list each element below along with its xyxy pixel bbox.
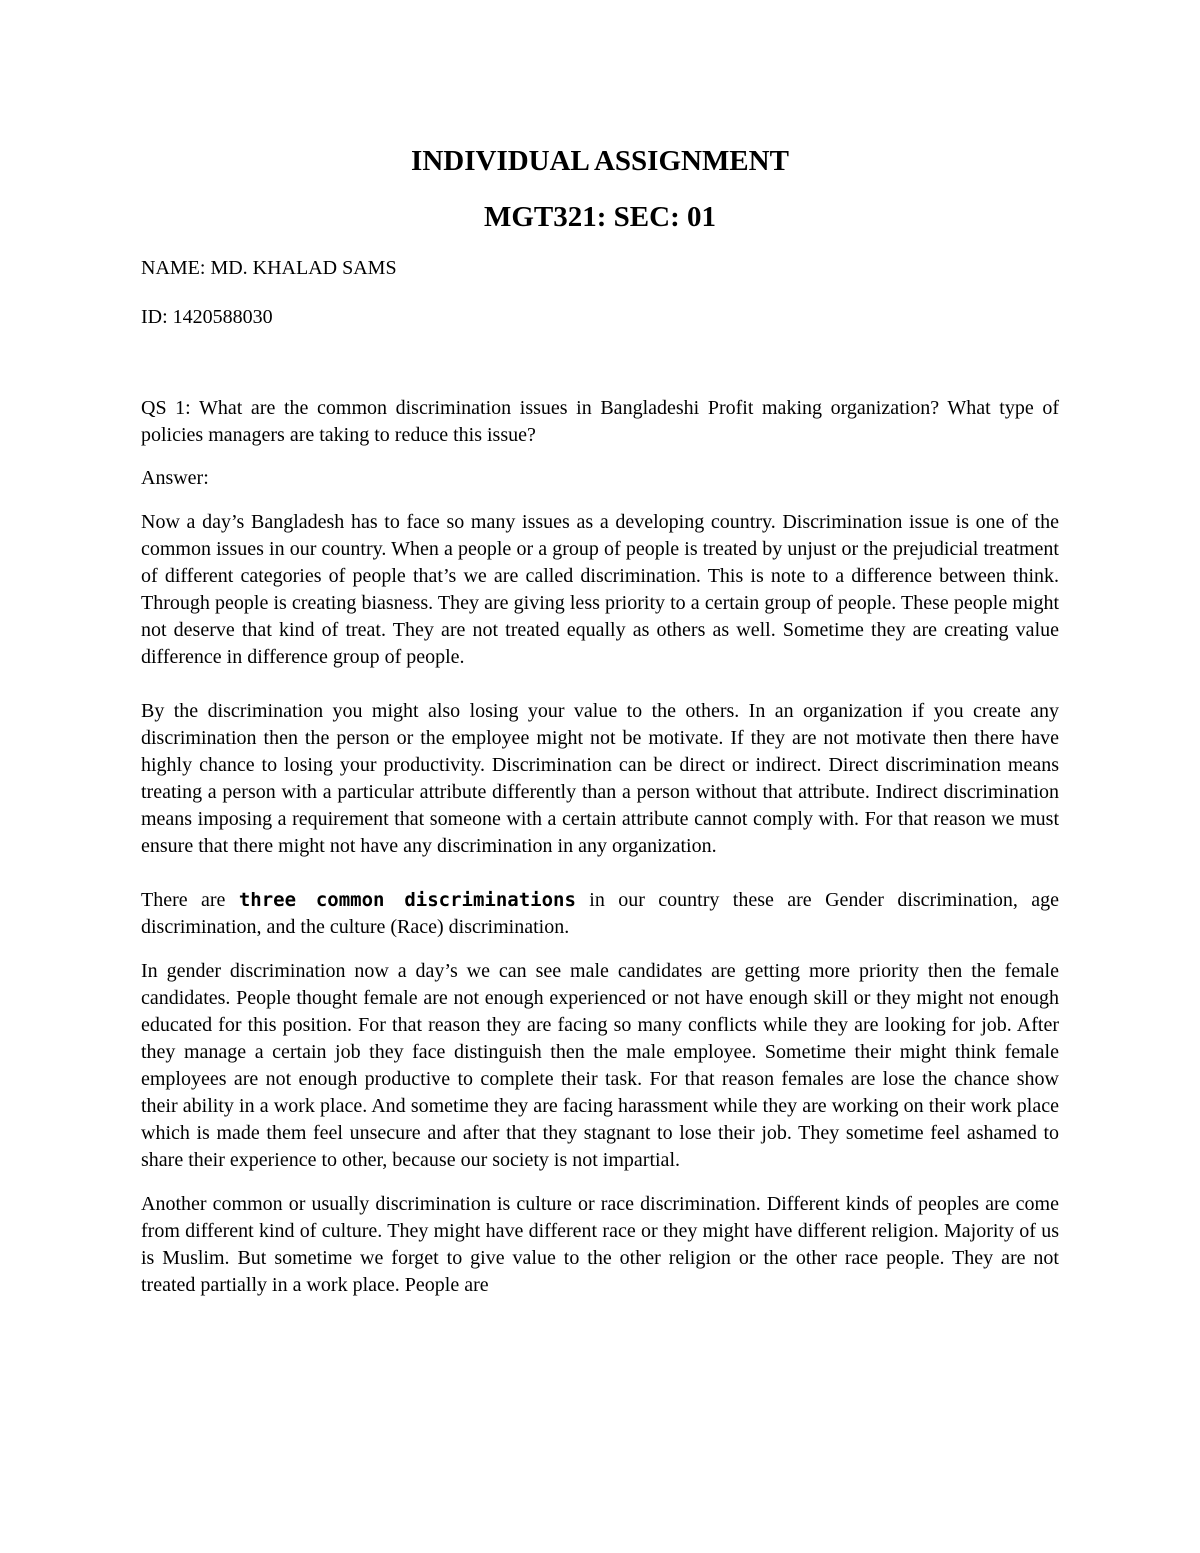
paragraph-text: There are — [141, 889, 239, 911]
answer-paragraph — [141, 887, 1059, 941]
question-text: QS 1: What are the common discrimination issues in Bangladeshi Profit making organization? What type of policies managers are taking to reduce this issue? — [141, 397, 1059, 446]
student-id: ID: 1420588030 — [141, 306, 273, 328]
student-name: NAME: MD. KHALAD SAMS — [141, 257, 397, 279]
paragraph-text: in our country these are Gender discrimination, age discrimination, and the culture (Race) discrimination. — [141, 889, 1059, 938]
assignment-body — [141, 395, 1059, 1299]
answer-paragraph: Now a day’s Bangladesh has to face so many issues as a developing country. Discrimination issue is one of the common issues in our country. When a people or a group of people is treated by unjust or the prejudicial treatment of different categories of people that’s we are called discrimination. This is note to a difference between think. Through people is creating biasness. They are giving less priority to a certain group of people. These people might not deserve that kind of treat. They are not treated equally as others as well. Sometime they are creating value difference in difference group of people. — [141, 511, 1059, 668]
course-section-heading: MGT321: SEC: 01 — [484, 201, 716, 233]
answer-paragraph: Another common or usually discrimination is culture or race discrimination. Different kinds of peoples are come from different kind of culture. They might have different race or they might have different religion. Majority of us is Muslim. But sometime we forget to give value to the other religion or the other race people. They are not treated partially in a work place. People are — [141, 1193, 1059, 1296]
bold-phrase: three common discriminations — [238, 889, 576, 911]
answer-paragraph: In gender discrimination now a day’s we can see male candidates are getting more priority then the female candidates. People thought female are not enough experienced or not have enough skill or they might not enough educated for this position. For that reason they are facing so many conflicts while they are looking for job. After they manage a certain job they face distinguish then the male employee. Sometime their might think female employees are not enough productive to complete their task. For that reason females are lose the chance show their ability in a work place. And sometime they are facing harassment while they are working on their work place which is made them feel unsecure and after that they stagnant to lose their job. They sometime feel ashamed to share their experience to other, because our society is not impartial. — [141, 960, 1059, 1171]
answer-paragraph: By the discrimination you might also losing your value to the others. In an organization if you create any discrimination then the person or the employee might not be motivate. If they are not motivate then there have highly chance to losing your productivity. Discrimination can be direct or indirect. Direct discrimination means treating a person with a particular attribute differently than a person without that attribute. Indirect discrimination means imposing a requirement that someone with a certain attribute cannot comply with. For that reason we must ensure that there might not have any discrimination in any organization. — [141, 700, 1059, 857]
document-title: INDIVIDUAL ASSIGNMENT — [411, 145, 789, 177]
answer-label: Answer: — [141, 467, 209, 489]
